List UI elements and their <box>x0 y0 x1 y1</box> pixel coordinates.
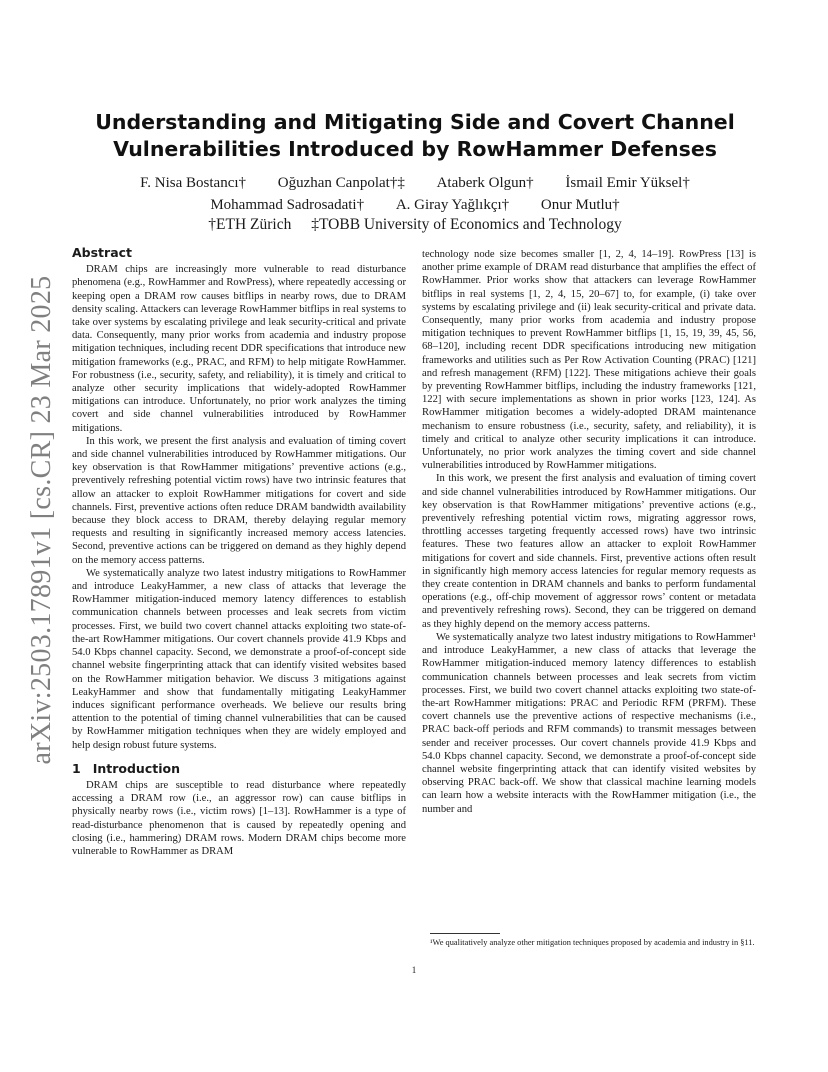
author-name: Onur Mutlu† <box>540 197 620 213</box>
author-name: A. Giray Yağlıkçı† <box>395 197 510 213</box>
author-name: Mohammad Sadrosadati† <box>210 197 365 213</box>
author-row-2 <box>90 194 740 216</box>
body-paragraph: We systematically analyze two latest industry mitigations to RowHammer¹ and introduce LeakyHammer, a new class of attacks that leverage the RowHammer mitigation-induced memory latency differences to establish communication channels between processes and leak secrets from victim processes. First, we build two covert channel attacks exploiting two state-of-the-art RowHammer mitigations: PRAC and Periodic RFM (PRFM). These covert channels use the preventive actions of respective mechanisms (i.e., PRAC back-off periods and RFM commands) to transmit messages between sender and receiver processes. Our covert channels provide 41.9 Kbps and 54.0 Kbps channel capacity. Second, we demonstrate a proof-of-concept side channel website fingerprinting attack that can identify visited websites by observing PRAC back-off. We show that classical machine learning models can learn how a website interacts with the RowHammer mitigation (i.e., the number and <box>422 631 756 815</box>
abstract-paragraph: In this work, we present the first analysis and evaluation of timing covert and side channel vulnerabilities introduced by RowHammer mitigations. Our key observation is that RowHammer mitigations’ preventive actions (e.g., preventively refreshing potential victim rows) have two intrinsic features that allow an attacker to exploit RowHammer mitigations for covert and side channels. First, preventive actions often reduce DRAM bandwidth availability because they block access to DRAM, thereby delaying regular memory requests and resulting in significantly increased memory access latencies. Second, preventive actions can be triggered on demand as they highly depend on the memory access patterns. <box>72 435 406 566</box>
abstract-paragraph: We systematically analyze two latest industry mitigations to RowHammer and introduce LeakyHammer, a new class of attacks that leverage the RowHammer mitigation-induced memory latency differences to establish communication channels between processes and leak secrets from victim processes. First, we build two covert channel attacks exploiting two state-of-the-art RowHammer mitigations. Our covert channels provide 41.9 Kbps and 54.0 Kbps channel capacity. Second, we demonstrate a proof-of-concept side channel website fingerprinting attack that can identify visited websites based on the RowHammer mitigation behavior. We discuss 3 mitigations against LeakyHammer and show that fundamentally mitigating LeakyHammer induces significant performance overheads. We believe our results bring attention to the potential of timing channel vulnerabilities that can be caused by RowHammer mitigation techniques when they are widely employed and help design robust future systems. <box>72 567 406 751</box>
left-column <box>72 246 406 858</box>
right-column <box>422 248 756 816</box>
footnote: ¹We qualitatively analyze other mitigation techniques proposed by academia and industry in §11. <box>430 938 755 947</box>
section-number: 1 <box>72 760 81 776</box>
author-list <box>90 172 740 216</box>
arxiv-stamp-text: arXiv:2503.17891v1 [cs.CR] 23 Mar 2025 <box>26 275 57 765</box>
paper-title: Understanding and Mitigating Side and Covert Channel Vulnerabilities Introduced by RowHammer Defenses <box>95 110 735 161</box>
author-name: F. Nisa Bostancı† <box>140 175 247 191</box>
affiliations <box>90 216 740 234</box>
affiliation: ‡TOBB University of Economics and Technology <box>311 216 622 233</box>
footnote-rule <box>430 933 500 934</box>
abstract-paragraph: DRAM chips are increasingly more vulnerable to read disturbance phenomena (e.g., RowHammer and RowPress), where repeatedly accessing or keeping open a DRAM row causes bitflips in nearby rows, due to DRAM density scaling. Attackers can leverage RowHammer bitflips in real systems to take over systems by escalating privilege and leak security-critical and private data. Consequently, many prior works from academia and industry propose mitigation techniques, including recent DDR specifications that introduce new mitigation frameworks (e.g., PRAC, and RFM) to help mitigate RowHammer. For robustness (i.e., security, safety, and reliability), it is timely and critical to analyze other security implications that widely-adopted RowHammer mitigations can introduce. Unfortunately, no prior work analyzes the timing covert and side channel vulnerabilities introduced by RowHammer mitigations. <box>72 264 406 434</box>
author-name: Oğuzhan Canpolat†‡ <box>277 175 405 191</box>
body-paragraph: In this work, we present the first analysis and evaluation of timing covert and side channel vulnerabilities introduced by RowHammer mitigations. Our key observation is that RowHammer mitigations’ preventive actions (e.g., preventively refreshing potential victim rows, migrating aggressor rows, throttling accesses targeting frequently accessed rows) have two intrinsic features. These two features allow an attacker to exploit RowHammer mitigations for covert and side channels. First, preventive actions often result in significantly high memory access latencies for regular memory requests as they create contention in DRAM channels and banks to perform fundamental operations (e.g., off-chip movement of aggressor rows’ content or metadata and preventively refreshing rows). Second, they can be triggered on demand as they highly depend on the memory access patterns. <box>422 473 756 630</box>
author-row-1 <box>90 172 740 194</box>
intro-paragraph: DRAM chips are susceptible to read disturbance where repeatedly accessing a DRAM row (i.e., an aggressor row) can cause bitflips in physically nearby rows (i.e., victim rows) [1–13]. RowHammer is a type of read-disturbance phenomenon that is caused by repeatedly opening and closing (i.e., hammering) DRAM rows. Modern DRAM chips become more vulnerable to RowHammer as DRAM <box>72 779 406 857</box>
abstract-heading: Abstract <box>72 245 133 260</box>
body-paragraph: technology node size becomes smaller [1, 2, 4, 14–19]. RowPress [13] is another prime example of DRAM read disturbance that amplifies the effect of RowHammer. Prior works show that attackers can leverage RowHammer bitflips in real systems [1, 2, 4, 15, 20–67] to, for example, (i) take over systems by escalating privilege and (ii) leak security-critical and private data. Consequently, many prior works from academia and industry propose mitigation techniques to prevent RowHammer bitflips [1, 15, 19, 39, 45, 56, 68–120], including recent DDR specifications introducing new mitigation frameworks and utilities such as Per Row Activation Counting (PRAC) [121] and refresh management (RFM) [122]. These mitigations achieve their goals by preventing RowHammer bitflips, including the industry frameworks [121, 122] with secure implementations as shown in prior works [123, 124]. As RowHammer mitigation becomes a widely-adopted DRAM maintenance mechanism to ensure robustness (i.e., security, safety, and reliability), it is timely and critical to analyze other security implications it can introduce. Unfortunately, no prior work analyzes the timing covert and side channel vulnerabilities introduced by RowHammer mitigations. <box>422 249 756 472</box>
affiliation: †ETH Zürich <box>208 216 292 233</box>
section-heading-introduction <box>72 762 406 775</box>
section-title: Introduction <box>92 760 180 776</box>
arxiv-stamp <box>12 275 72 765</box>
author-name: İsmail Emir Yüksel† <box>565 175 690 191</box>
author-name: Ataberk Olgun† <box>436 175 534 191</box>
page-number: 1 <box>411 965 417 975</box>
